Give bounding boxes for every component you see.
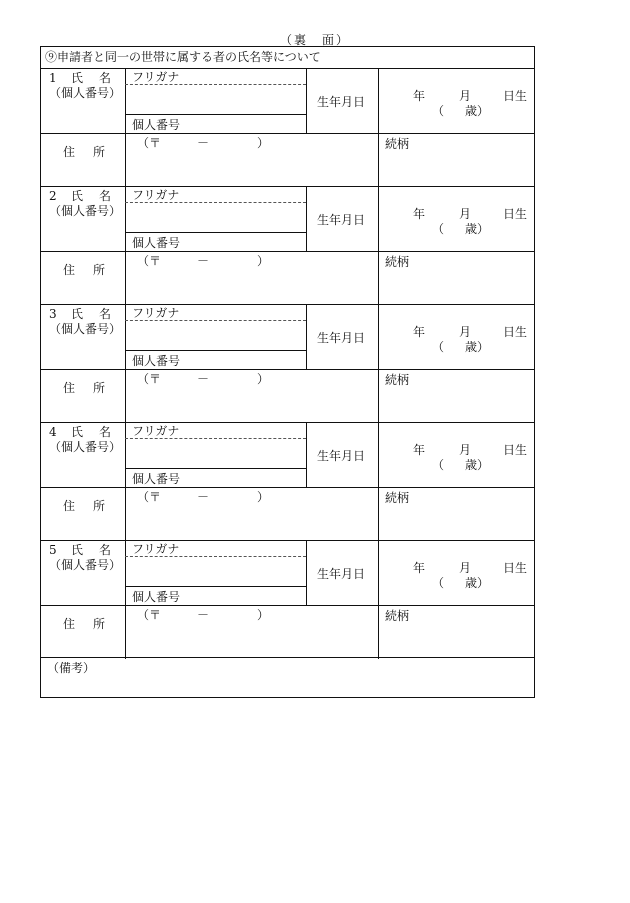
birthdate-field[interactable] <box>380 543 530 603</box>
address-field[interactable] <box>127 269 376 303</box>
mynumber-field[interactable] <box>191 588 304 603</box>
birthdate-field[interactable] <box>380 425 530 485</box>
mynumber-field[interactable] <box>191 470 304 485</box>
mynumber-label: 個人番号 <box>132 472 181 486</box>
name-label: 氏 名 <box>71 543 114 557</box>
relation-label: 続柄 <box>385 255 410 269</box>
person-number: 1 <box>49 71 57 85</box>
postal-label: （〒 － ） <box>137 254 270 268</box>
label-column-divider <box>125 69 126 187</box>
mynumber-line <box>125 232 306 233</box>
day-label: 日生 <box>503 207 528 221</box>
year-label: 年 <box>413 89 426 103</box>
age-open-label: （ <box>432 576 445 590</box>
address-label: 住 所 <box>63 617 109 631</box>
birth-column-divider <box>378 187 379 305</box>
birthdate-field[interactable] <box>380 71 530 131</box>
furigana-line <box>125 320 306 321</box>
block-divider <box>41 304 534 305</box>
year-label: 年 <box>413 325 426 339</box>
person-block-1 <box>41 69 534 187</box>
day-label: 日生 <box>503 443 528 457</box>
name-field[interactable] <box>127 86 304 112</box>
relation-label: 続柄 <box>385 373 410 387</box>
block-divider <box>41 186 534 187</box>
birthdate-label: 生年月日 <box>317 331 366 345</box>
mynumber-paren-label: （個人番号） <box>49 440 122 454</box>
remarks-box[interactable] <box>41 657 534 697</box>
relation-label: 続柄 <box>385 609 410 623</box>
person-number: 3 <box>49 307 57 321</box>
birthdate-field[interactable] <box>380 307 530 367</box>
row-divider <box>41 487 534 488</box>
household-members-form <box>40 46 535 698</box>
month-label: 月 <box>459 443 472 457</box>
postal-label: （〒 － ） <box>137 136 270 150</box>
furigana-line <box>125 556 306 557</box>
relation-label: 続柄 <box>385 491 410 505</box>
furigana-label: フリガナ <box>132 70 180 84</box>
mynumber-paren-label: （個人番号） <box>49 86 122 100</box>
furigana-line <box>125 84 306 85</box>
row-divider <box>41 369 534 370</box>
mynumber-line <box>125 586 306 587</box>
mynumber-label: 個人番号 <box>132 236 181 250</box>
name-label: 氏 名 <box>71 307 114 321</box>
year-label: 年 <box>413 207 426 221</box>
birth-column-divider <box>378 423 379 541</box>
birthdate-label: 生年月日 <box>317 567 366 581</box>
age-open-label: （ <box>432 340 445 354</box>
month-label: 月 <box>459 207 472 221</box>
mynumber-field[interactable] <box>191 116 304 131</box>
address-label: 住 所 <box>63 145 109 159</box>
person-number: 2 <box>49 189 57 203</box>
block-divider <box>41 422 534 423</box>
name-column-divider <box>306 423 307 487</box>
mynumber-field[interactable] <box>191 352 304 367</box>
month-label: 月 <box>459 89 472 103</box>
name-label: 氏 名 <box>71 189 114 203</box>
month-label: 月 <box>459 325 472 339</box>
birthdate-label: 生年月日 <box>317 213 366 227</box>
relation-label: 続柄 <box>385 137 410 151</box>
name-field[interactable] <box>127 204 304 230</box>
person-block-3 <box>41 305 534 423</box>
relation-field[interactable] <box>380 623 530 657</box>
mynumber-field[interactable] <box>191 234 304 249</box>
relation-field[interactable] <box>380 387 530 421</box>
name-label: 氏 名 <box>71 425 114 439</box>
postal-label: （〒 － ） <box>137 490 270 504</box>
name-column-divider <box>306 541 307 605</box>
furigana-label: フリガナ <box>132 188 180 202</box>
person-block-5 <box>41 541 534 659</box>
year-label: 年 <box>413 561 426 575</box>
relation-field[interactable] <box>380 505 530 539</box>
name-column-divider <box>306 305 307 369</box>
age-label: 歳） <box>465 458 490 472</box>
person-number: 5 <box>49 543 57 557</box>
mynumber-line <box>125 350 306 351</box>
furigana-label: フリガナ <box>132 424 180 438</box>
furigana-line <box>125 202 306 203</box>
person-block-4 <box>41 423 534 541</box>
age-open-label: （ <box>432 104 445 118</box>
mynumber-paren-label: （個人番号） <box>49 322 122 336</box>
age-label: 歳） <box>465 104 490 118</box>
row-divider <box>41 605 534 606</box>
name-label: 氏 名 <box>71 71 114 85</box>
mynumber-line <box>125 114 306 115</box>
relation-field[interactable] <box>380 151 530 185</box>
birth-column-divider <box>378 305 379 423</box>
address-label: 住 所 <box>63 381 109 395</box>
age-label: 歳） <box>465 222 490 236</box>
address-field[interactable] <box>127 623 376 657</box>
birthdate-field[interactable] <box>380 189 530 249</box>
name-field[interactable] <box>127 322 304 348</box>
postal-label: （〒 － ） <box>137 372 270 386</box>
name-column-divider <box>306 69 307 133</box>
furigana-label: フリガナ <box>132 542 180 556</box>
page-heading: （裏 面） <box>279 33 350 47</box>
address-label: 住 所 <box>63 263 109 277</box>
year-label: 年 <box>413 443 426 457</box>
birthdate-label: 生年月日 <box>317 95 366 109</box>
relation-field[interactable] <box>380 269 530 303</box>
name-column-divider <box>306 187 307 251</box>
address-label: 住 所 <box>63 499 109 513</box>
age-open-label: （ <box>432 458 445 472</box>
mynumber-label: 個人番号 <box>132 590 181 604</box>
mynumber-label: 個人番号 <box>132 354 181 368</box>
name-field[interactable] <box>127 440 304 466</box>
address-field[interactable] <box>127 505 376 539</box>
birth-column-divider <box>378 69 379 187</box>
day-label: 日生 <box>503 325 528 339</box>
furigana-label: フリガナ <box>132 306 180 320</box>
mynumber-line <box>125 468 306 469</box>
day-label: 日生 <box>503 89 528 103</box>
age-label: 歳） <box>465 576 490 590</box>
age-open-label: （ <box>432 222 445 236</box>
label-column-divider <box>125 187 126 305</box>
furigana-line <box>125 438 306 439</box>
mynumber-paren-label: （個人番号） <box>49 558 122 572</box>
name-field[interactable] <box>127 558 304 584</box>
age-label: 歳） <box>465 340 490 354</box>
address-field[interactable] <box>127 151 376 185</box>
birth-column-divider <box>378 541 379 659</box>
mynumber-label: 個人番号 <box>132 118 181 132</box>
remarks-label: （備考） <box>47 661 96 675</box>
block-divider <box>41 540 534 541</box>
person-number: 4 <box>49 425 57 439</box>
label-column-divider <box>125 541 126 659</box>
day-label: 日生 <box>503 561 528 575</box>
label-column-divider <box>125 305 126 423</box>
postal-label: （〒 － ） <box>137 608 270 622</box>
row-divider <box>41 251 534 252</box>
row-divider <box>41 133 534 134</box>
label-column-divider <box>125 423 126 541</box>
person-block-2 <box>41 187 534 305</box>
birthdate-label: 生年月日 <box>317 449 366 463</box>
mynumber-paren-label: （個人番号） <box>49 204 122 218</box>
address-field[interactable] <box>127 387 376 421</box>
month-label: 月 <box>459 561 472 575</box>
section-title: ⑨申請者と同一の世帯に属する者の氏名等について <box>41 47 534 69</box>
